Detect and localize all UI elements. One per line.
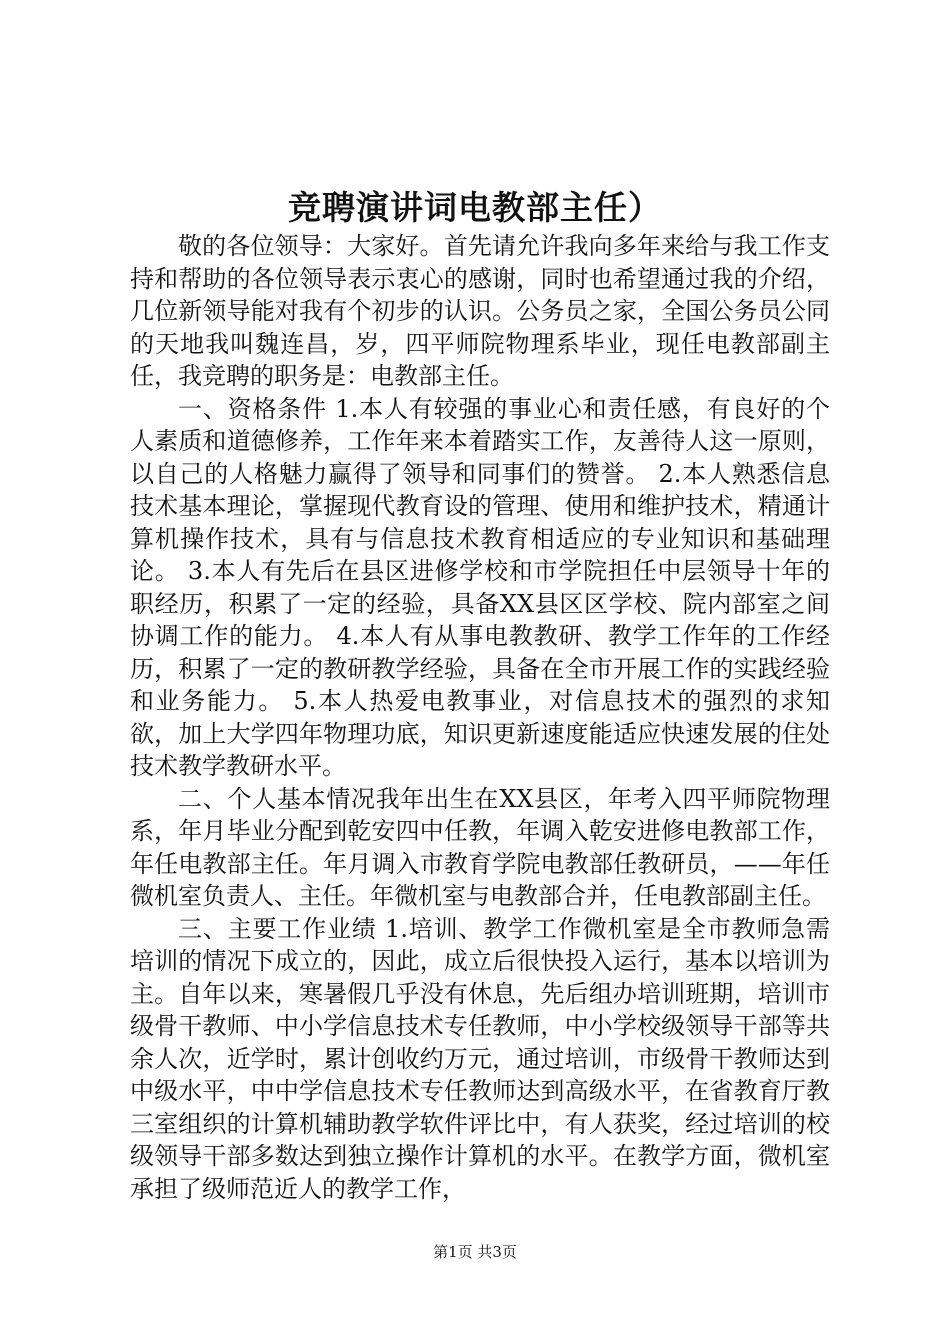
paragraph-personal-info: 二、个人基本情况我年出生在XX县区，年考入四平师院物理系，年月毕业分配到乾安四中任教，年调入乾安进修电教部工作，年任电教部主任。年月调入市教育学院电教部任教研员，——年任微机室负责人、主任。年微机室与电教部合并，任电教部副主任。 [130,784,830,910]
paragraph-work-achievements: 三、主要工作业绩 1.培训、教学工作微机室是全市教师急需培训的情况下成立的，因此，成立后很快投入运行，基本以培训为主。自年以来，寒暑假几乎没有休息，先后组办培训班期，培训市级骨干教师、中小学信息技术专任教师，中小学校级领导干部等共余人次，近学时，累计创收约万元，通过培训，市级骨干教师达到中级水平，中中学信息技术专任教师达到高级水平，在省教育厅教三室组织的计算机辅助教学软件评比中，有人获奖，经过培训的校级领导干部多数达到独立操作计算机的水平。在教学方面，微机室承担了级师范近人的教学工作， [130,914,830,1203]
paragraph-qualifications: 一、资格条件 1.本人有较强的事业心和责任感，有良好的个人素质和道德修养，工作年来本着踏实工作，友善待人这一原则，以自己的人格魅力赢得了领导和同事们的赞誉。 2.本人熟悉信息技术基本理论，掌握现代教育设的管理、使用和维护技术，精通计算机操作技术，具有与信息技术教育相适应的专业知识和基础理论。 3.本人有先后在县区进修学校和市学院担任中层领导十年的职经历，积累了一定的经验，具备XX县区区学校、院内部室之间协调工作的能力。 4.本人有从事电教教研、教学工作年的工作经历，积累了一定的教研教学经验，具备在全市开展工作的实践经验和业务能力。 5.本人热爱电教事业，对信息技术的强烈的求知欲，加上大学四年物理功底，知识更新速度能适应快速发展的住处技术教学教研水平。 [130,394,830,780]
paragraph-greeting: 敬的各位领导：大家好。首先请允许我向多年来给与我工作支持和帮助的各位领导表示衷心的感谢，同时也希望通过我的介绍，几位新领导能对我有个初步的认识。公务员之家，全国公务员公同的天地我叫魏连昌，岁，四平师院物理系毕业，现任电教部副主任，我竞聘的职务是：电教部主任。 [130,232,830,390]
page-number-footer: 第1页 共3页 [433,1243,517,1261]
document-title: 竞聘演讲词电教部主任） [288,188,662,227]
document-body [130,230,830,1205]
